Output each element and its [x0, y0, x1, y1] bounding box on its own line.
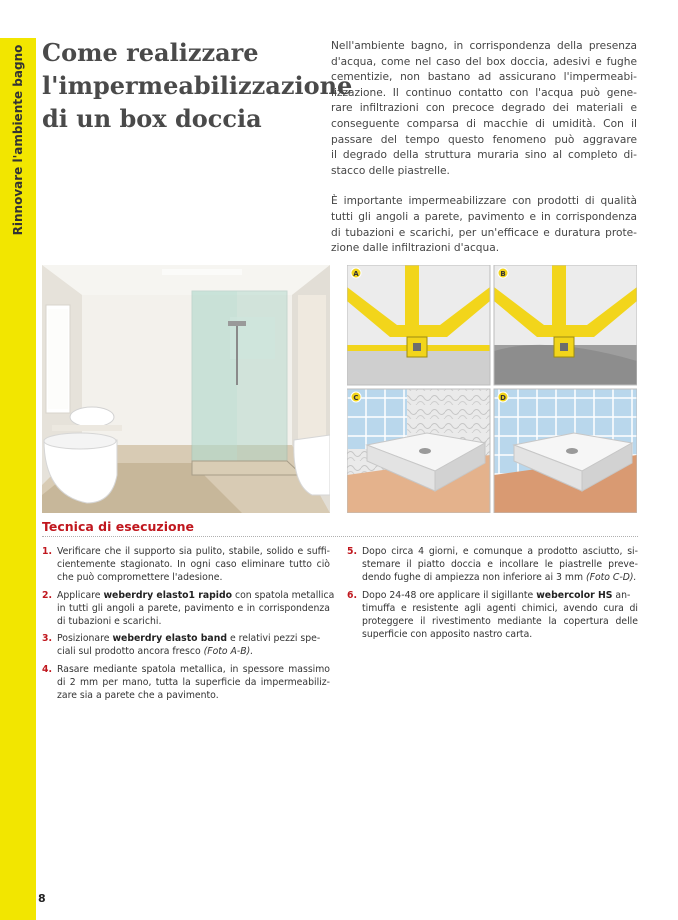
diagram-label-d: D — [500, 394, 506, 402]
photo-reference: (Foto C-D). — [585, 572, 637, 584]
step-3: 3. Posizionare weberdry elasto band e relativi pezzi spe- ciali sul prodotto ancora fresco (Foto A-B). — [42, 633, 321, 658]
step-5: 5. Dopo circa 4 giorni, e comunque a prodotto asciutto, si- stemare il piatto doccia e incollare le piastrelle preve- dendo fughe di ampiezza non inferiore ai 3 mm (Foto C-D). — [347, 546, 638, 584]
product-name: weberdry elasto1 rapido — [103, 589, 232, 601]
diagram-label-c: C — [353, 394, 359, 402]
diagram-c — [347, 389, 490, 513]
section-title: Tecnica di esecuzione — [42, 519, 194, 534]
diagram-label-b: B — [500, 270, 506, 278]
photo-reference: (Foto A-B). — [203, 646, 254, 658]
intro-paragraph-1: Nell'ambiente bagno, in corrispondenza della presenza d'acqua, come nel caso del box doccia, adesivi e fughe cementizie, non bastano ad assicurano l'impermeabi- lizzazione. Il continuo contatto con l'acqua può gene- rare infiltrazioni con precoce degrado dei materiali e conseguente comparsa di macchie di umidità. Con il passare del tempo questo fenomeno può aggravare il degrado della struttura muraria sino al completo di- stacco delle piastrelle. — [331, 40, 637, 177]
step-1: 1. Verificare che il supporto sia pulito, stabile, solido e suffi- cientemente stagionato. In ogni caso eliminare tutto ciò che può compromettere l'adesione. — [42, 546, 330, 584]
diagram-label-a: A — [353, 270, 359, 278]
diagram-d — [494, 389, 637, 513]
step-6: 6. Dopo 24-48 ore applicare il sigillante webercolor HS an- timuffa e resistente agli agenti chimici, avendo cura di proteggere il rivestimento mediante la copertura delle superficie con apposito nastro carta. — [347, 589, 638, 641]
intro-text — [331, 39, 637, 257]
section-divider — [42, 536, 638, 537]
page-number: 8 — [38, 892, 46, 905]
product-name: weberdry elasto band — [112, 633, 227, 645]
product-name: webercolor HS — [536, 589, 613, 601]
step-2: 2. Applicare weberdry elasto1 rapido con spatola metallica in tutti gli angoli a parete, pavimento e in corrispondenza di tubazioni e scarichi. — [42, 589, 335, 628]
section-label: Rinnovare l'ambiente bagno — [11, 44, 25, 236]
diagram-b — [494, 265, 637, 385]
intro-paragraph-2: È importante impermeabilizzare con prodotti di qualità tutti gli angoli a parete, pavimento e in corrispondenza di tubazioni e scarichi, per un'efficace e duratura prote- zione dalle infiltrazioni d'acqua. — [331, 195, 637, 255]
step-diagrams — [347, 265, 637, 513]
page-title: Come realizzare l'impermeabilizzazione di un box doccia — [42, 38, 353, 133]
steps-left-column — [42, 545, 335, 706]
step-4: 4. Rasare mediante spatola metallica, in spessore massimo di 2 mm per mano, tutta la superficie da impermeabiliz- zare sia a parete che a pavimento. — [42, 663, 330, 702]
diagram-a — [347, 265, 490, 385]
steps-right-column — [347, 545, 638, 645]
bathroom-photo — [42, 265, 330, 513]
